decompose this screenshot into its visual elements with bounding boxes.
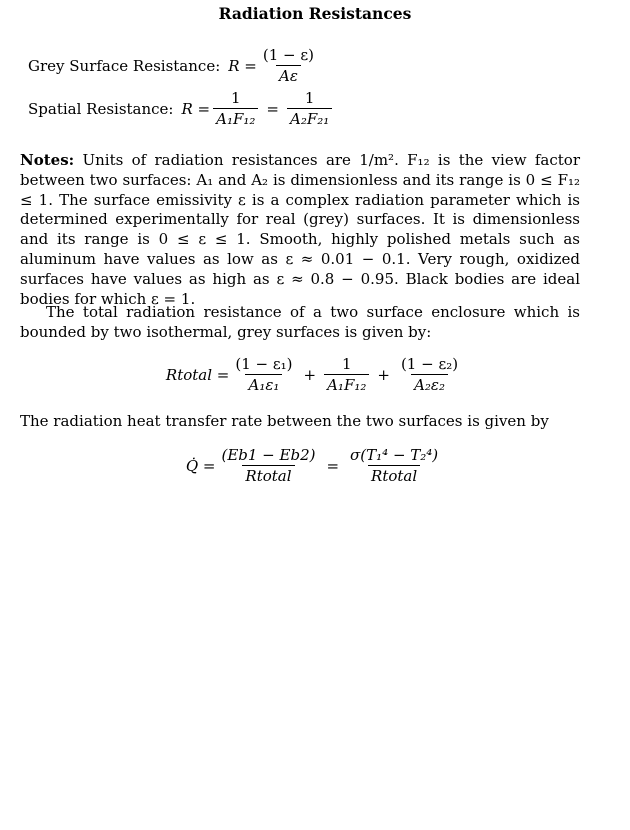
heat-transfer-rate-equation (0, 446, 630, 485)
total-intro-paragraph: The total radiation resistance of a two surface enclosure which is bounded by two isothermal, grey surfaces is given by: (20, 303, 580, 341)
spatial-equals: = (266, 99, 279, 118)
rate-fraction-1 (218, 446, 318, 485)
total-term3-numerator: (1 − ε₂) (400, 355, 459, 373)
total-term3-denominator: A₂ε₂ (411, 374, 448, 394)
grey-surface-fraction (260, 46, 317, 85)
total-plus-1: + (303, 365, 317, 384)
rate-equals: = (326, 456, 340, 475)
total-term-3 (398, 355, 461, 394)
total-term1-denominator: A₁ε₁ (245, 374, 282, 394)
total-term1-numerator: (1 − ε₁) (235, 355, 293, 373)
total-resistance-equation (0, 355, 630, 394)
notes-heading: Notes: (20, 151, 75, 169)
rate-intro-paragraph: The radiation heat transfer rate between the two surfaces is given by (20, 412, 549, 430)
rate-frac2-denominator: Rtotal (368, 465, 420, 485)
spatial-frac1-denominator: A₁F₁₂ (213, 108, 258, 128)
total-term2-numerator: 1 (341, 355, 352, 373)
notes-body: Units of radiation resistances are 1/m². F₁₂ is the view factor between two surfaces: A₁ and A₂ is dimensionless and its range is 0 ≤ F₁₂ ≤ 1. The surface emissivity ε is a complex radiation parameter which is determined experimentally for real (grey) surfaces. It is dimensionless and its range is 0 ≤ ε ≤ 1. Smooth, highly polished metals such as aluminum have values as low as ε ≈ 0.01 − 0.1. Very rough, oxidized surfaces have values as high as ε ≈ 0.8 − 0.95. Black bodies are ideal bodies for which ε = 1. (20, 151, 580, 308)
rate-frac1-denominator: Rtotal (242, 465, 294, 485)
rate-fraction-2 (347, 446, 441, 485)
rate-frac1-numerator: (Eb1 − Eb2) (221, 446, 316, 464)
spatial-frac2-denominator: A₂F₂₁ (287, 108, 332, 128)
page-title: Radiation Resistances (218, 4, 412, 23)
spatial-fraction-1 (213, 89, 258, 128)
grey-surface-lhs: R = (228, 56, 257, 75)
total-term2-denominator: A₁F₁₂ (324, 374, 369, 394)
spatial-equation (28, 89, 335, 128)
total-plus-2: + (377, 365, 390, 384)
grey-surface-label: Grey Surface Resistance: (28, 56, 221, 75)
rate-lhs: Q̇ = (185, 456, 216, 475)
grey-surface-denominator: Aε (276, 65, 301, 85)
spatial-fraction-2 (287, 89, 332, 128)
total-term-1 (232, 355, 295, 394)
grey-surface-equation (28, 46, 320, 85)
total-term-2 (324, 355, 369, 394)
spatial-frac2-numerator: 1 (304, 89, 315, 107)
spatial-label: Spatial Resistance: (28, 99, 174, 118)
rate-frac2-numerator: σ(T₁⁴ − T₂⁴) (350, 446, 439, 464)
notes-paragraph (20, 151, 580, 309)
total-lhs: Rtotal = (165, 365, 230, 384)
grey-surface-numerator: (1 − ε) (262, 46, 315, 64)
spatial-lhs: R = (181, 99, 211, 118)
spatial-frac1-numerator: 1 (230, 89, 241, 107)
